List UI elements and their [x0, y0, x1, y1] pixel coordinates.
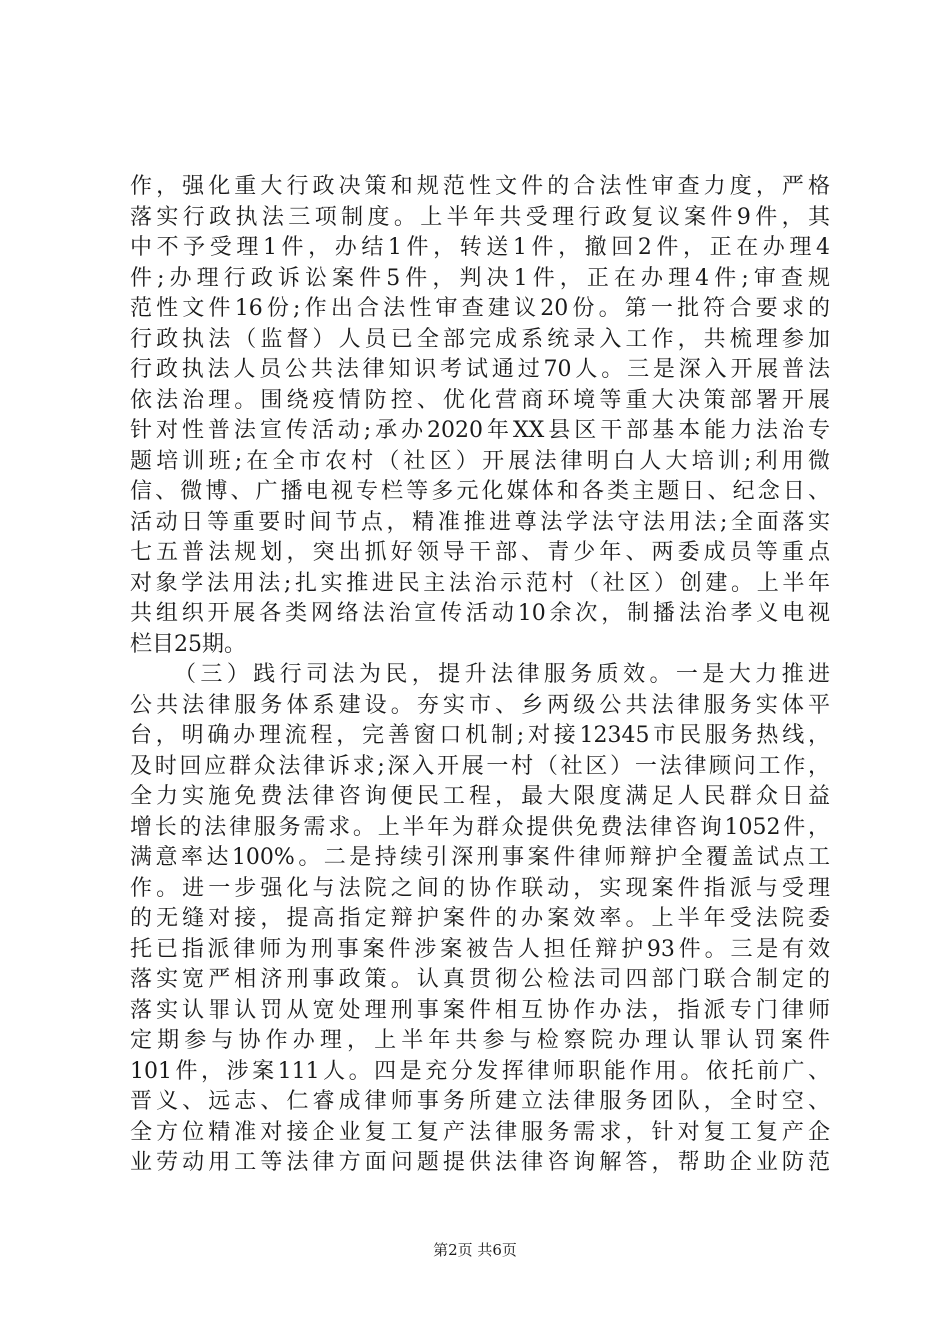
text-line: 晋义、远志、仁睿成律师事务所建立法律服务团队，全时空、 — [130, 1089, 830, 1114]
text-line: 公共法律服务体系建设。夯实市、乡两级公共法律服务实体平 — [130, 692, 830, 718]
text-line: 行政执法人员公共法律知识考试通过70人。三是深入开展普法 — [130, 357, 830, 382]
text-line: 件;办理行政诉讼案件5件，判决1件，正在办理4件;审查规 — [130, 265, 830, 291]
text-line: 全方位精准对接企业复工复产法律服务需求，针对复工复产企 — [130, 1119, 830, 1145]
text-line: 共组织开展各类网络法治宣传活动10余次，制播法治孝义电视 — [130, 601, 830, 626]
text-line: 作，强化重大行政决策和规范性文件的合法性审查力度，严格 — [130, 174, 830, 199]
text-line: 信、微博、广播电视专栏等多元化媒体和各类主题日、纪念日、 — [130, 479, 830, 504]
text-line: 及时回应群众法律诉求;深入开展一村（社区）一法律顾问工作， — [130, 753, 830, 779]
text-line: 托已指派律师为刑事案件涉案被告人担任辩护93件。三是有效 — [130, 936, 830, 962]
text-line: 落实行政执法三项制度。上半年共受理行政复议案件9件，其 — [130, 204, 830, 230]
text-line: 栏目25期。 — [130, 631, 246, 657]
text-line: 落实认罪认罚从宽处理刑事案件相互协作办法，指派专门律师 — [130, 997, 830, 1023]
text-line: 中不予受理1件，办结1件，转送1件，撤回2件，正在办理4 — [130, 235, 830, 260]
text-line: 活动日等重要时间节点，精准推进尊法学法守法用法;全面落实 — [130, 509, 830, 535]
text-line: 作。进一步强化与法院之间的协作联动，实现案件指派与受理 — [130, 875, 830, 901]
text-line: 增长的法律服务需求。上半年为群众提供免费法律咨询1052件， — [130, 814, 830, 840]
text-line: 依法治理。围绕疫情防控、优化营商环境等重大决策部署开展 — [130, 387, 830, 413]
text-line: 行政执法（监督）人员已全部完成系统录入工作，共梳理参加 — [130, 326, 830, 352]
text-line: 对象学法用法;扎实推进民主法治示范村（社区）创建。上半年 — [130, 570, 830, 596]
text-line: 台，明确办理流程，完善窗口机制;对接12345市民服务热线， — [130, 723, 830, 748]
text-line: 满意率达100%。二是持续引深刑事案件律师辩护全覆盖试点工 — [130, 845, 830, 870]
text-line: 的无缝对接，提高指定辩护案件的办案效率。上半年受法院委 — [130, 906, 830, 931]
text-line: 针对性普法宣传活动;承办2020年XX县区干部基本能力法治专 — [130, 418, 830, 443]
section-heading-line: （三）践行司法为民，提升法律服务质效。一是大力推进 — [174, 662, 830, 687]
text-line: 101件，涉案111人。四是充分发挥律师职能作用。依托前广、 — [130, 1058, 830, 1084]
text-line: 全力实施免费法律咨询便民工程，最大限度满足人民群众日益 — [130, 784, 830, 809]
page-number-footer: 第2页 共6页 — [433, 1241, 517, 1259]
text-line: 七五普法规划，突出抓好领导干部、青少年、两委成员等重点 — [130, 540, 830, 565]
text-line: 题培训班;在全市农村（社区）开展法律明白人大培训;利用微 — [130, 448, 830, 474]
text-line: 范性文件16份;作出合法性审查建议20份。第一批符合要求的 — [130, 296, 830, 321]
text-line: 落实宽严相济刑事政策。认真贯彻公检法司四部门联合制定的 — [130, 967, 830, 992]
text-line: 定期参与协作办理，上半年共参与检察院办理认罪认罚案件 — [130, 1028, 830, 1053]
text-line: 业劳动用工等法律方面问题提供法律咨询解答，帮助企业防范 — [130, 1150, 830, 1175]
body-text — [130, 172, 830, 1179]
